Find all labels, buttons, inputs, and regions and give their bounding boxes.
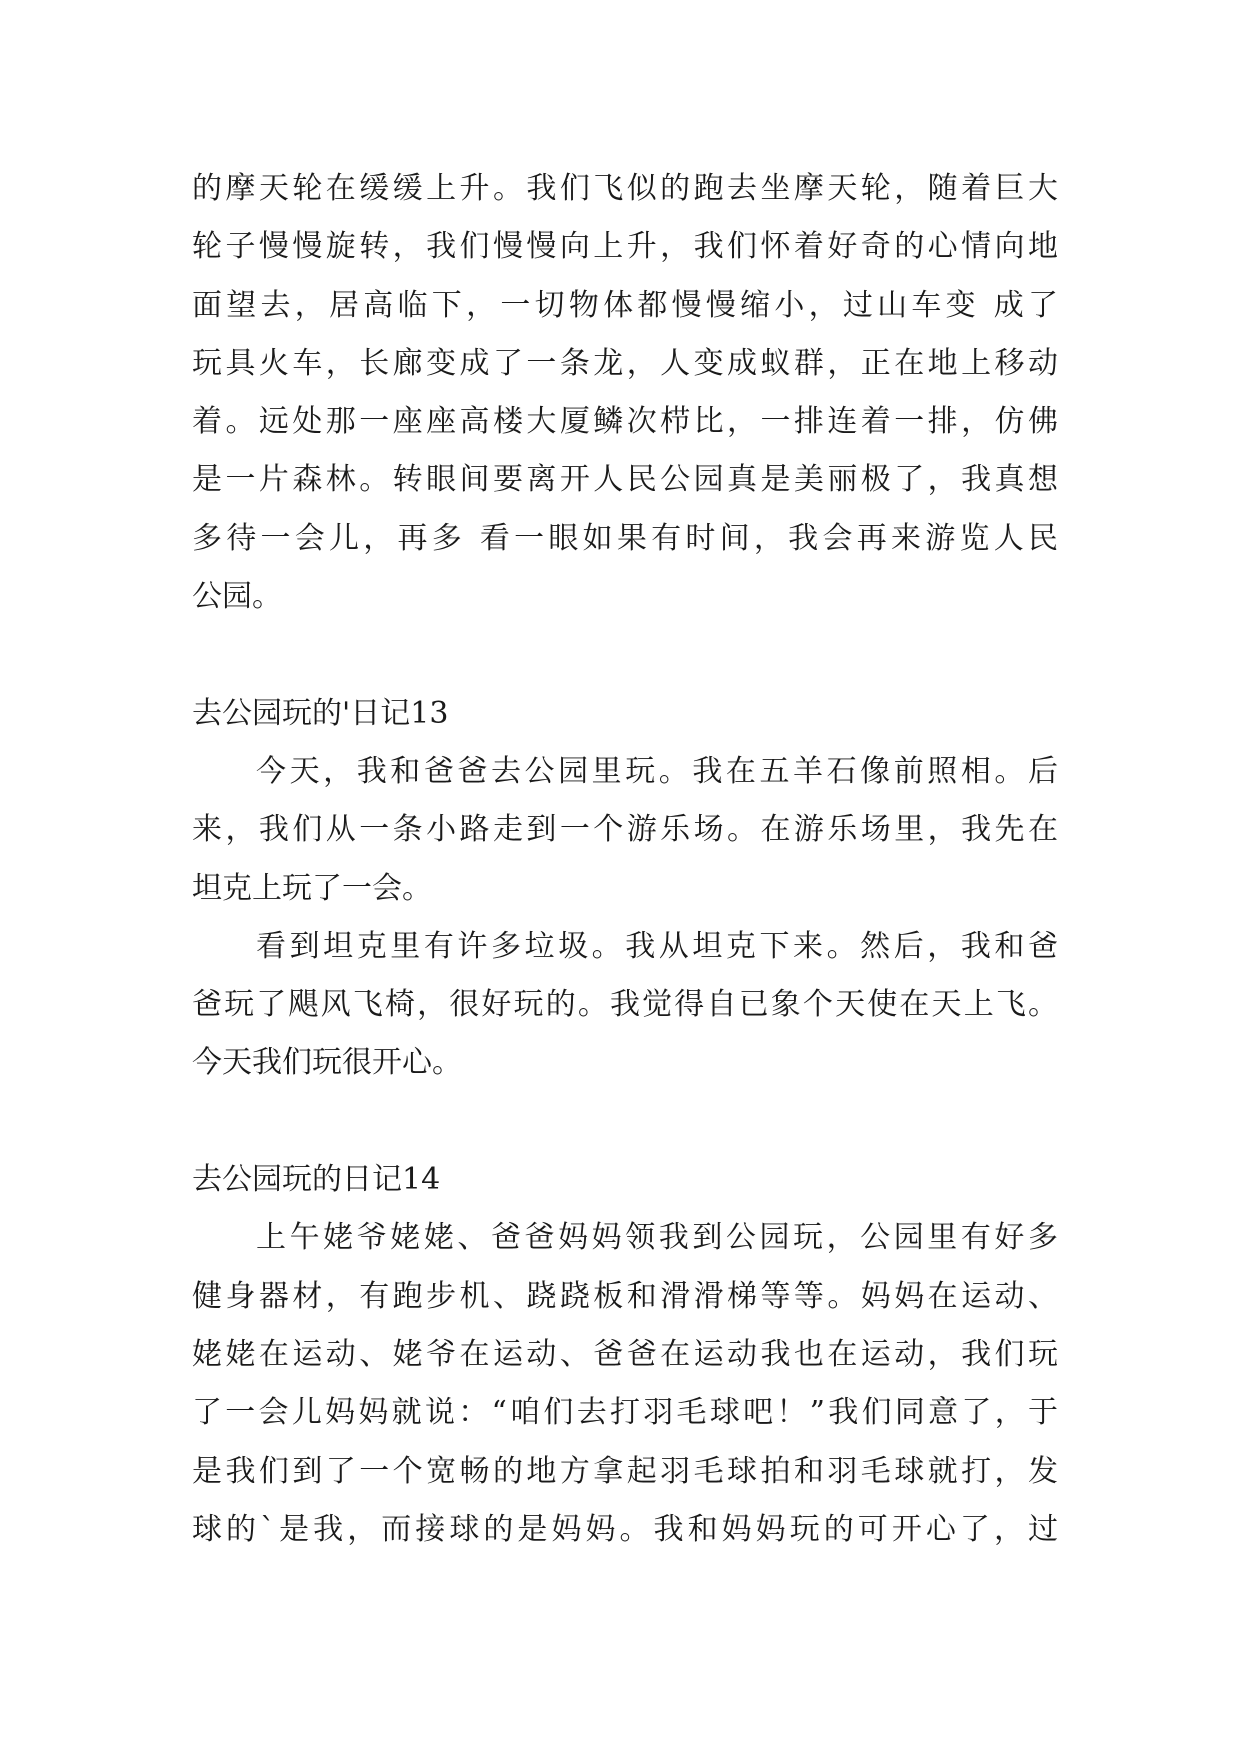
text-line: 玩具火车，长廊变成了一条龙，人变成蚁群，正在地上移动 — [192, 345, 1058, 381]
text-line: 是我们到了一个宽畅的地方拿起羽毛球拍和羽毛球就打，发 — [192, 1453, 1058, 1489]
text-line: 健身器材，有跑步机、跷跷板和滑滑梯等等。妈妈在运动、 — [192, 1278, 1058, 1314]
text-line: 着。远处那一座座高楼大厦鳞次栉比，一排连着一排，仿佛 — [192, 404, 1058, 440]
text-line: 是一片森林。转眼间要离开人民公园真是美丽极了，我真想 — [192, 462, 1058, 498]
text-line: 爸玩了飓风飞椅，很好玩的。我觉得自已象个天使在天上飞。 — [192, 987, 1058, 1023]
section-13-paragraph-2 — [192, 918, 1058, 1093]
section-title: 去公园玩的日记14 — [192, 1162, 441, 1198]
section-spacer — [192, 1093, 1058, 1151]
text-line: 球的`是我，而接球的是妈妈。我和妈妈玩的可开心了，过 — [192, 1511, 1058, 1547]
text-line: 今天，我和爸爸去公园里玩。我在五羊石像前照相。后 — [256, 753, 1058, 789]
text-line: 看到坦克里有许多垃圾。我从坦克下来。然后，我和爸 — [256, 928, 1058, 964]
text-line: 来，我们从一条小路走到一个游乐场。在游乐场里，我先在 — [192, 812, 1058, 848]
text-line: 多待一会儿，再多 看一眼如果有时间，我会再来游览人民 — [192, 520, 1058, 556]
text-line: 了一会儿妈妈就说：“咱们去打羽毛球吧！”我们同意了，于 — [192, 1395, 1058, 1431]
text-line: 坦克上玩了一会。 — [192, 870, 432, 906]
text-line: 上午姥爷姥姥、爸爸妈妈领我到公园玩，公园里有好多 — [256, 1220, 1058, 1256]
section-14-paragraph-1 — [192, 1209, 1058, 1559]
section-spacer — [192, 626, 1058, 684]
text-line: 今天我们玩很开心。 — [192, 1045, 462, 1081]
text-line: 公园。 — [192, 579, 282, 615]
document-body — [192, 160, 1058, 1559]
text-line: 姥姥在运动、姥爷在运动、爸爸在运动我也在运动，我们玩 — [192, 1336, 1058, 1372]
section-14 — [192, 1151, 1058, 1559]
intro-paragraph — [192, 160, 1058, 626]
section-title: 去公园玩的'日记13 — [192, 695, 449, 731]
text-line: 的摩天轮在缓缓上升。我们飞似的跑去坐摩天轮，随着巨大 — [192, 171, 1058, 206]
section-13-paragraph-1 — [192, 743, 1058, 918]
text-line: 面望去，居高临下，一切物体都慢慢缩小，过山车变 成了 — [192, 287, 1058, 323]
section-13 — [192, 685, 1058, 1093]
text-line: 轮子慢慢旋转，我们慢慢向上升，我们怀着好奇的心情向地 — [192, 229, 1058, 265]
